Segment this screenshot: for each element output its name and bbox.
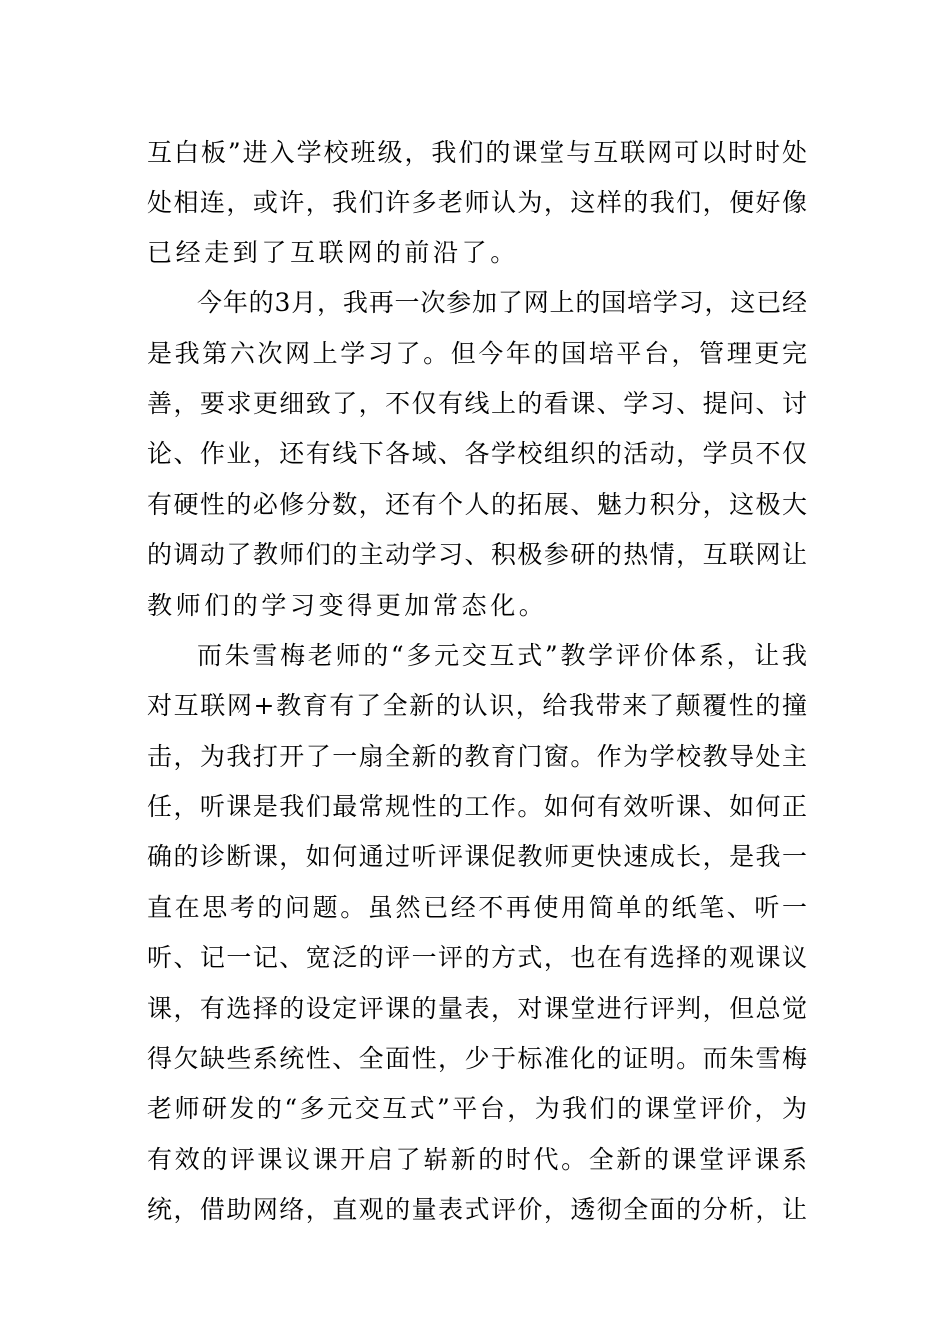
text-line: 今年的3月，我再一次参加了网上的国培学习，这已经 xyxy=(197,288,807,317)
text-line: 而朱雪梅老师的“多元交互式”教学评价体系，让我 xyxy=(197,641,807,670)
text-line: 确的诊断课，如何通过听评课促教师更快速成长，是我一 xyxy=(147,842,807,871)
text-line: 是我第六次网上学习了。但今年的国培平台，管理更完 xyxy=(147,339,807,368)
text-line: 的调动了教师们的主动学习、积极参研的热情，互联网让 xyxy=(147,540,807,569)
text-line: 互白板”进入学校班级，我们的课堂与互联网可以时时处 xyxy=(147,138,807,167)
text-line: 已经走到了互联网的前沿了。 xyxy=(147,238,519,267)
text-line: 有效的评课议课开启了崭新的时代。全新的课堂评课系 xyxy=(147,1145,807,1174)
text-line: 任，听课是我们最常规性的工作。如何有效听课、如何正 xyxy=(147,792,807,821)
text-line: 击，为我打开了一扇全新的教育门窗。作为学校教导处主 xyxy=(147,742,807,771)
text-line: 教师们的学习变得更加常态化。 xyxy=(147,591,548,620)
text-line: 老师研发的“多元交互式”平台，为我们的课堂评价，为 xyxy=(147,1094,807,1123)
text-line: 课，有选择的设定评课的量表，对课堂进行评判，但总觉 xyxy=(147,994,807,1023)
text-line: 统，借助网络，直观的量表式评价，透彻全面的分析，让 xyxy=(147,1195,807,1224)
text-line: 论、作业，还有线下各域、各学校组织的活动，学员不仅 xyxy=(147,439,807,468)
text-line: 得欠缺些系统性、全面性，少于标准化的证明。而朱雪梅 xyxy=(147,1044,807,1073)
text-line: 听、记一记、宽泛的评一评的方式，也在有选择的观课议 xyxy=(147,943,807,972)
text-line: 善，要求更细致了，不仅有线上的看课、学习、提问、讨 xyxy=(147,389,807,418)
text-line: 有硬性的必修分数，还有个人的拓展、魅力积分，这极大 xyxy=(147,490,807,519)
text-line: 对互联网+教育有了全新的认识，给我带来了颠覆性的撞 xyxy=(147,691,807,720)
text-line: 处相连，或许，我们许多老师认为，这样的我们，便好像 xyxy=(147,188,807,217)
text-line: 直在思考的问题。虽然已经不再使用简单的纸笔、听一 xyxy=(147,893,807,922)
